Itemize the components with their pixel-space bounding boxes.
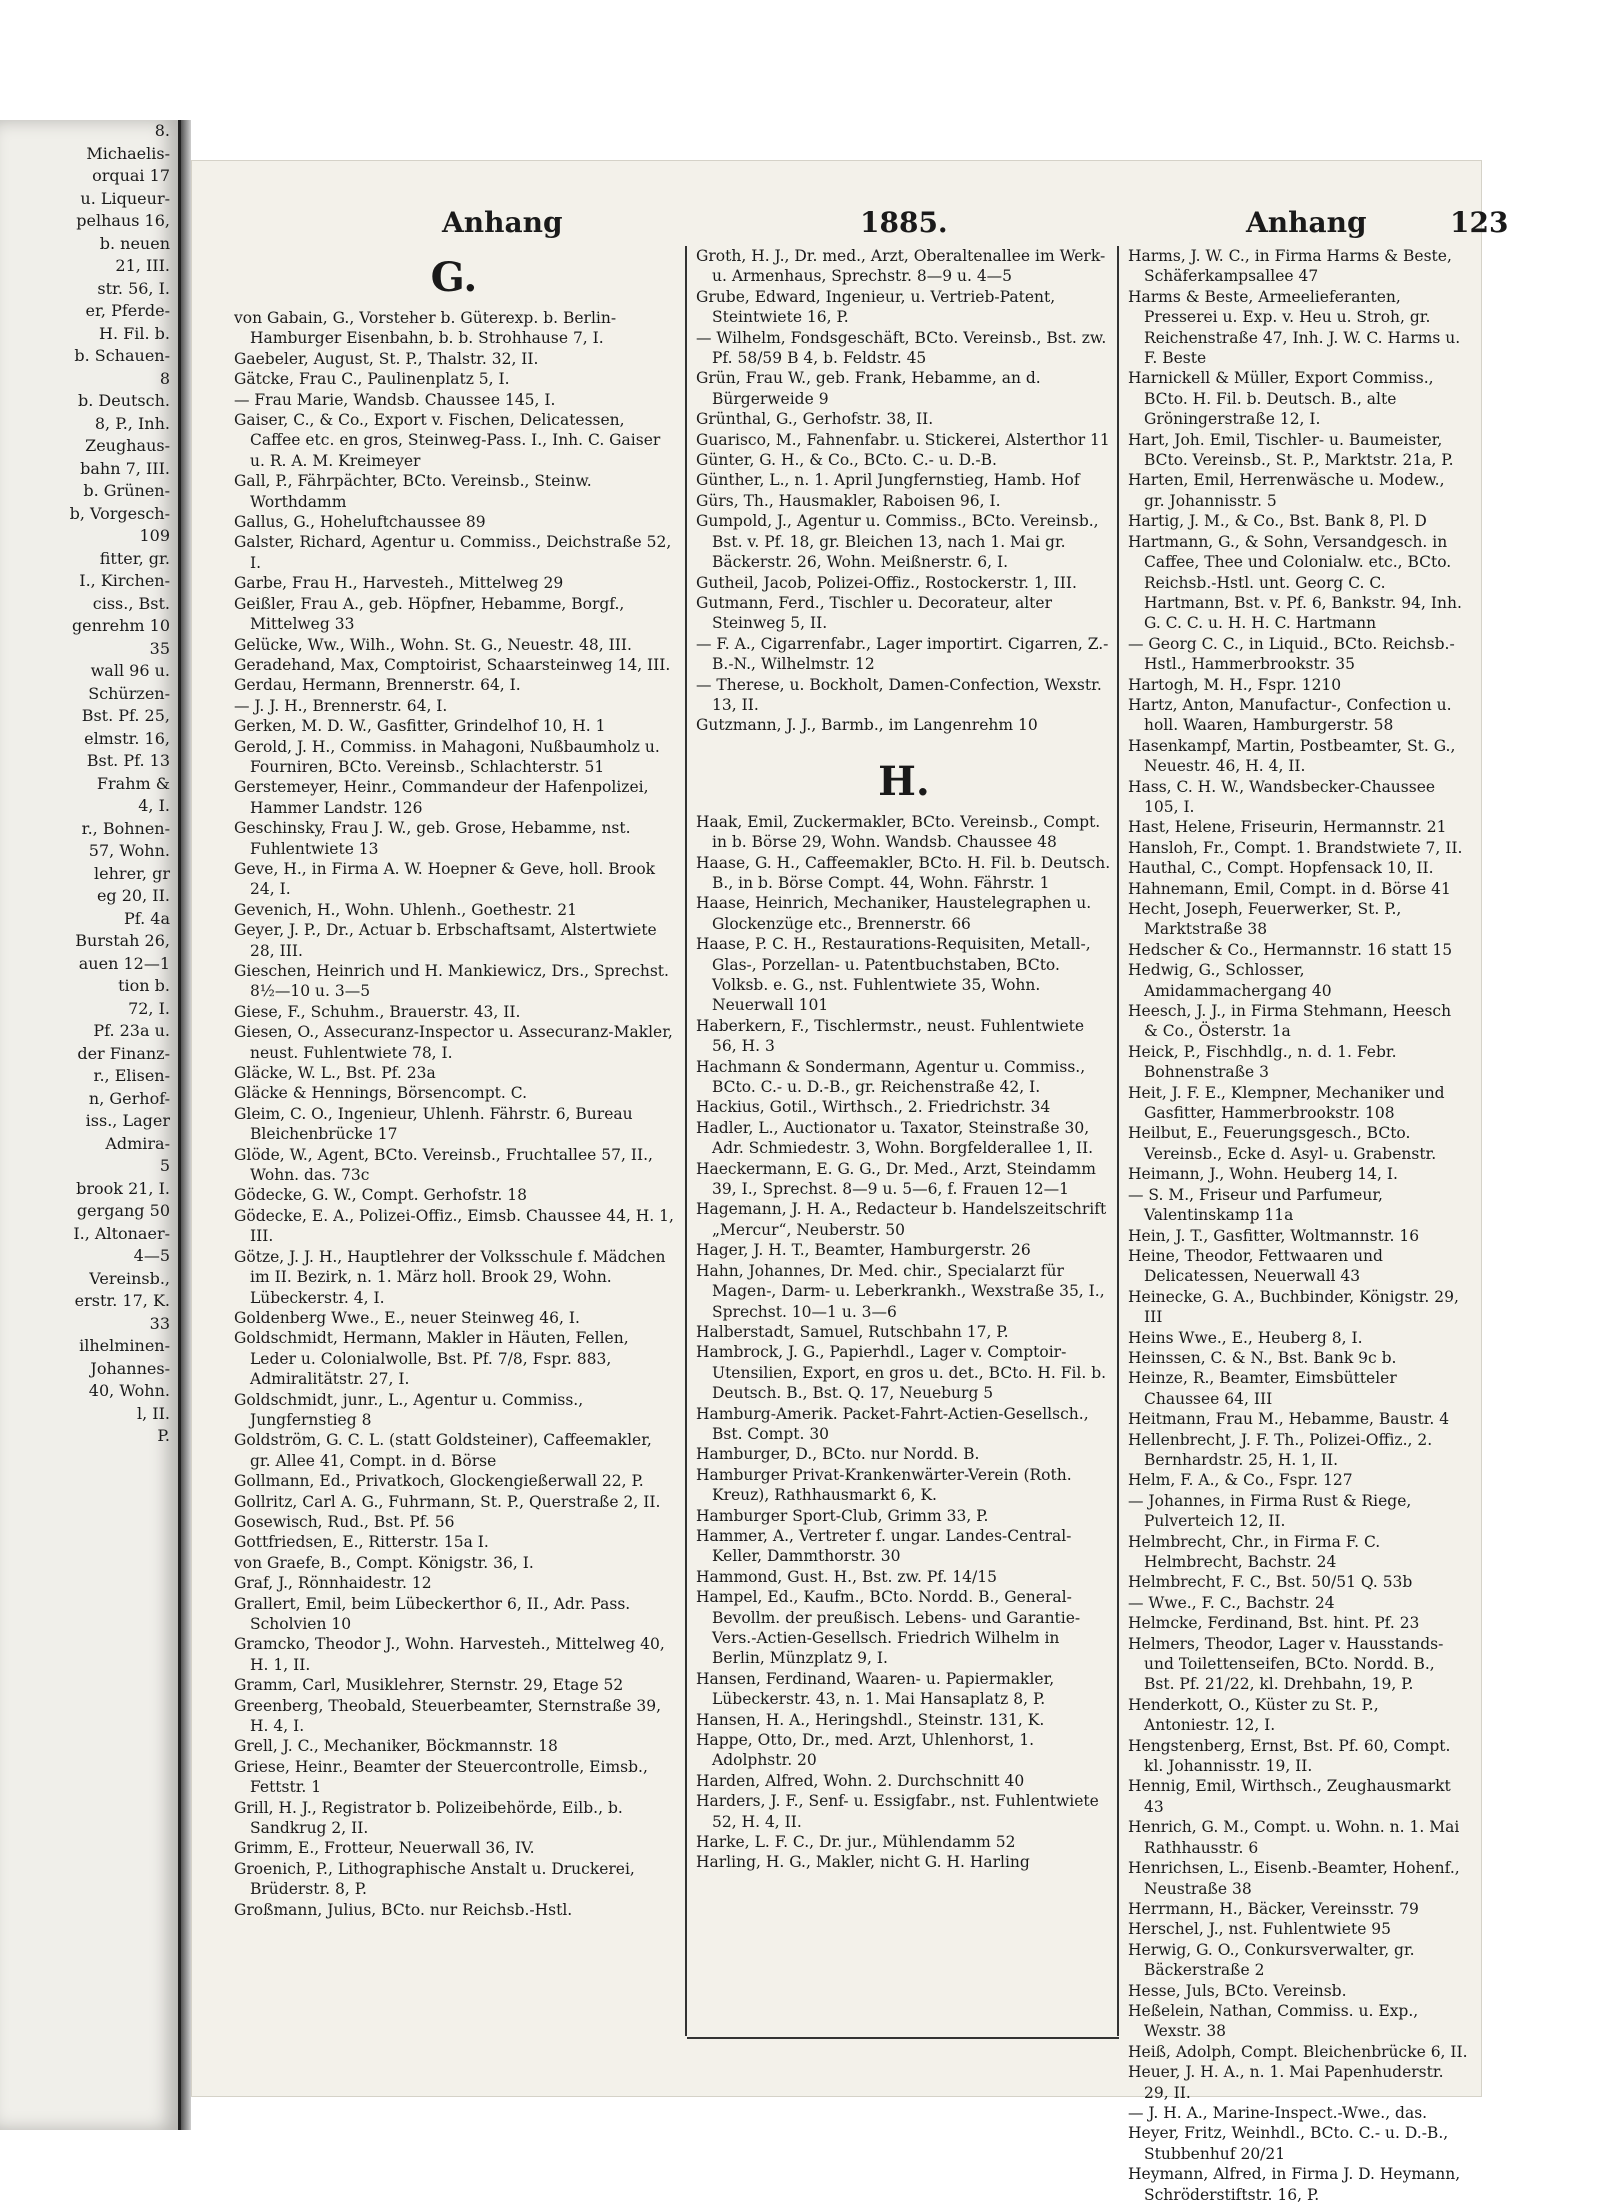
directory-entry: Heins Wwe., E., Heuberg 8, I. <box>1128 1328 1363 1347</box>
directory-entry: Hammond, Gust. H., Bst. zw. Pf. 14/15 <box>696 1567 997 1586</box>
directory-entry: Hartig, J. M., & Co., Bst. Bank 8, Pl. D <box>1128 512 1427 531</box>
directory-entry: Henderkott, O., Küster zu St. P., Antoniestr. 12, I. <box>1128 1695 1379 1735</box>
text-fragment: Pf. 4a <box>123 908 170 928</box>
directory-entry: von Graefe, B., Compt. Königstr. 36, I. <box>234 1553 534 1572</box>
directory-entry: Hamburger Privat-Krankenwärter-Verein (Roth. Kreuz), Rathhausmarkt 6, K. <box>696 1465 1072 1505</box>
directory-entry: Gutzmann, J. J., Barmb., im Langenrehm 10 <box>696 716 1038 735</box>
directory-entry: Henrich, G. M., Compt. u. Wohn. n. 1. Mai Rathhausstr. 6 <box>1128 1818 1460 1857</box>
column-divider <box>1117 246 1119 2036</box>
text-fragment: 8. <box>154 121 170 140</box>
directory-entry: Helmers, Theodor, Lager v. Hausstands- und Toilettenseifen, BCto. Nordd. B., Bst. Pf. 21/22, kl. Drehbahn, 19, P. <box>1128 1634 1444 1694</box>
header-year: 1885. <box>860 206 948 239</box>
directory-entry: Gätcke, Frau C., Paulinenplatz 5, I. <box>234 370 510 389</box>
directory-entry: Guarisco, M., Fahnenfabr. u. Stickerei, Alsterthor 11 <box>696 430 1110 449</box>
directory-entry: Gosewisch, Rud., Bst. Pf. 56 <box>234 1512 455 1531</box>
text-fragment: P. <box>157 1426 170 1445</box>
directory-entry: Grell, J. C., Mechaniker, Böckmannstr. 18 <box>234 1737 558 1756</box>
directory-entry: Helmbrecht, F. C., Bst. 50/51 Q. 53b <box>1128 1573 1413 1592</box>
directory-entry: Haase, G. H., Caffeemakler, BCto. H. Fil. b. Deutsch. B., in b. Börse Compt. 44, Wohn. Fährstr. 1 <box>696 853 1111 892</box>
directory-entry: — Georg C. C., in Liquid., BCto. Reichsb.-Hstl., Hammerbrookstr. 35 <box>1128 634 1455 674</box>
directory-entry: Helm, F. A., & Co., Fspr. 127 <box>1128 1471 1353 1490</box>
directory-entry: Griese, Heinr., Beamter der Steuercontrolle, Eimsb., Fettstr. 1 <box>234 1757 648 1797</box>
text-fragment: b, Vorgesch- <box>69 503 170 523</box>
directory-entry: Greenberg, Theobald, Steuerbeamter, Sternstraße 39, H. 4, I. <box>234 1696 662 1736</box>
text-fragment: 21, III. <box>115 256 170 275</box>
directory-entry: Harden, Alfred, Wohn. 2. Durchschnitt 40 <box>696 1771 1025 1790</box>
column-2 <box>696 246 1112 2036</box>
text-fragment: I., Kirchen- <box>79 571 170 590</box>
directory-entry: Hasenkampf, Martin, Postbeamter, St. G., Neuestr. 46, H. 4, II. <box>1128 736 1456 776</box>
directory-entry: Hart, Joh. Emil, Tischler- u. Baumeister, BCto. Vereinsb., St. P., Marktstr. 21a, P. <box>1128 430 1454 470</box>
directory-entry: Hackius, Gotil., Wirthsch., 2. Friedrichstr. 34 <box>696 1098 1051 1117</box>
text-fragment: Johannes- <box>90 1358 170 1378</box>
bottom-rule <box>687 2037 1119 2039</box>
directory-entry: Heuer, J. H. A., n. 1. Mai Papenhuderstr. 29, II. <box>1128 2063 1444 2102</box>
column-1 <box>234 246 674 2036</box>
directory-entry: Günter, G. H., & Co., BCto. C.- u. D.-B. <box>696 451 997 470</box>
text-fragment: ciss., Bst. <box>92 593 170 613</box>
book-gutter <box>181 120 191 2130</box>
text-fragment: b. Grünen- <box>83 481 170 500</box>
previous-page-fragment <box>0 120 181 2130</box>
directory-entry: Hartmann, G., & Sohn, Versandgesch. in Caffee, Thee und Colonialw. etc., BCto. Reichsb.-Hstl. unt. Georg C. C. Hartmann, Bst. v. Pf. 6, Bankstr. 94, Inh. G. C. C. u. H. H. C. Hartmann <box>1128 532 1462 633</box>
directory-entry: Goldschmidt, Hermann, Makler in Häuten, Fellen, Leder u. Colonialwolle, Bst. Pf. 7/8, Fspr. 883, Admiralitätstr. 27, I. <box>234 1329 629 1389</box>
directory-entry: Gall, P., Fährpächter, BCto. Vereinsb., Steinw. Worthdamm <box>234 472 592 511</box>
text-fragment: erstr. 17, K. <box>74 1291 170 1310</box>
directory-entry: Grill, H. J., Registrator b. Polizeibehörde, Eilb., b. Sandkrug 2, II. <box>234 1798 623 1838</box>
directory-entry: Herwig, G. O., Conkursverwalter, gr. Bäckerstraße 2 <box>1128 1940 1415 1980</box>
text-fragment: gergang 50 <box>76 1201 170 1220</box>
directory-entry: — Therese, u. Bockholt, Damen-Confection, Wexstr. 13, II. <box>696 675 1102 714</box>
directory-entry: — Wwe., F. C., Bachstr. 24 <box>1128 1593 1335 1612</box>
directory-entry: Garbe, Frau H., Harvesteh., Mittelweg 29 <box>234 574 564 593</box>
text-fragment: r., Elisen- <box>93 1066 170 1085</box>
directory-entry: — J. H. A., Marine-Inspect.-Wwe., das. <box>1128 2103 1428 2122</box>
directory-entry: Galster, Richard, Agentur u. Commiss., Deichstraße 52, I. <box>234 533 672 572</box>
text-fragment: Pf. 23a u. <box>93 1021 170 1040</box>
directory-entry: Heinecke, G. A., Buchbinder, Königstr. 29, III <box>1128 1287 1459 1327</box>
directory-entry: Hansen, H. A., Heringshdl., Steinstr. 131, K. <box>696 1710 1045 1729</box>
column-divider <box>685 246 687 2036</box>
directory-entry: Hengstenberg, Ernst, Bst. Pf. 60, Compt. kl. Johannisstr. 19, II. <box>1128 1736 1451 1776</box>
directory-entry: Gläcke, W. L., Bst. Pf. 23a <box>234 1064 436 1083</box>
directory-entry: Gerold, J. H., Commiss. in Mahagoni, Nußbaumholz u. Fourniren, BCto. Vereinsb., Schlachterstr. 51 <box>234 737 660 776</box>
header-right: Anhang <box>1246 206 1367 239</box>
directory-entry: Gerdau, Hermann, Brennerstr. 64, I. <box>234 676 521 695</box>
directory-entry: Harnickell & Müller, Export Commiss., BCto. H. Fil. b. Deutsch. B., alte Gröningerstraße 12, I. <box>1128 369 1434 429</box>
text-fragment: b. Deutsch. <box>77 391 170 410</box>
directory-entry: — F. A., Cigarrenfabr., Lager importirt. Cigarren, Z.-B.-N., Wilhelmstr. 12 <box>696 634 1109 674</box>
text-fragment: Admira- <box>105 1133 170 1153</box>
directory-entry: Großmann, Julius, BCto. nur Reichsb.-Hstl. <box>234 1900 573 1919</box>
text-fragment: er, Pferde- <box>85 301 170 320</box>
text-fragment: orquai 17 <box>92 166 170 185</box>
text-fragment: wall 96 u. <box>90 661 170 680</box>
directory-entry: — Wilhelm, Fondsgeschäft, BCto. Vereinsb., Bst. zw. Pf. 58/59 B 4, b. Feldstr. 45 <box>696 328 1107 368</box>
directory-entry: Harders, J. F., Senf- u. Essigfabr., nst. Fuhlentwiete 52, H. 4, II. <box>696 1792 1099 1831</box>
entry-list <box>234 308 674 1920</box>
directory-entry: Hein, J. T., Gasfitter, Woltmannstr. 16 <box>1128 1226 1420 1245</box>
directory-entry: — S. M., Friseur und Parfumeur, Valentinskamp 11a <box>1128 1185 1383 1225</box>
directory-entry: Gödecke, E. A., Polizei-Offiz., Eimsb. Chaussee 44, H. 1, III. <box>234 1206 674 1246</box>
text-fragment: 109 <box>139 526 170 545</box>
directory-entry: Gollmann, Ed., Privatkoch, Glockengießerwall 22, P. <box>234 1472 644 1491</box>
directory-entry: Heinssen, C. & N., Bst. Bank 9c b. <box>1128 1348 1397 1367</box>
directory-entry: von Gabain, G., Vorsteher b. Güterexp. b. Berlin-Hamburger Eisenbahn, b. b. Strohhause 7, I. <box>234 309 617 348</box>
directory-entry: Gramcko, Theodor J., Wohn. Harvesteh., Mittelweg 40, H. 1, II. <box>234 1635 665 1674</box>
entry-list <box>696 246 1112 736</box>
directory-entry: Hedwig, G., Schlosser, Amidammachergang 40 <box>1128 961 1332 1000</box>
directory-entry: Heinze, R., Beamter, Eimsbütteler Chaussee 64, III <box>1128 1369 1397 1408</box>
directory-page <box>191 160 1509 2204</box>
text-fragment: Frahm & <box>96 773 170 793</box>
text-fragment: 40, Wohn. <box>88 1381 170 1400</box>
text-fragment: 35 <box>149 638 170 658</box>
directory-entry: Harms, J. W. C., in Firma Harms & Beste, Schäferkampsallee 47 <box>1128 247 1452 286</box>
directory-entry: Heimann, J., Wohn. Heuberg 14, I. <box>1128 1165 1398 1184</box>
directory-entry: Günther, L., n. 1. April Jungfernstieg, Hamb. Hof <box>696 471 1080 490</box>
directory-entry: Hamburg-Amerik. Packet-Fahrt-Actien-Gesellsch., Bst. Compt. 30 <box>696 1404 1089 1443</box>
directory-entry: Harms & Beste, Armeelieferanten, Presserei u. Exp. v. Heu u. Stroh, gr. Reichenstraße 47, Inh. J. W. C. Harms u. F. Beste <box>1128 287 1461 368</box>
directory-entry: Hast, Helene, Friseurin, Hermannstr. 21 <box>1128 818 1447 837</box>
directory-entry: Groth, H. J., Dr. med., Arzt, Oberaltenallee im Werk- u. Armenhaus, Sprechstr. 8—9 u. 4—5 <box>696 247 1106 286</box>
directory-entry: Grünthal, G., Gerhofstr. 38, II. <box>696 410 934 429</box>
directory-entry: Hauthal, C., Compt. Hopfensack 10, II. <box>1128 859 1434 878</box>
text-fragment: 4—5 <box>133 1246 170 1265</box>
directory-entry: Grallert, Emil, beim Lübeckerthor 6, II., Adr. Pass. Scholvien 10 <box>234 1594 631 1633</box>
text-fragment: H. Fil. b. <box>99 323 170 343</box>
directory-entry: Gerstemeyer, Heinr., Commandeur der Hafenpolizei, Hammer Landstr. 126 <box>234 778 649 817</box>
directory-entry: Hamburger, D., BCto. nur Nordd. B. <box>696 1445 980 1464</box>
directory-entry: Hager, J. H. T., Beamter, Hamburgerstr. 26 <box>696 1241 1031 1260</box>
directory-entry: Heick, P., Fischhdlg., n. d. 1. Febr. Bohnenstraße 3 <box>1128 1042 1397 1082</box>
directory-entry: Halberstadt, Samuel, Rutschbahn 17, P. <box>696 1322 1009 1341</box>
directory-entry: Goldenberg Wwe., E., neuer Steinweg 46, I. <box>234 1308 580 1327</box>
directory-entry: Gollritz, Carl A. G., Fuhrmann, St. P., Querstraße 2, II. <box>234 1492 661 1511</box>
directory-entry: Gerken, M. D. W., Gasfitter, Grindelhof 10, H. 1 <box>234 717 606 736</box>
directory-entry: Hesse, Juls, BCto. Vereinsb. <box>1128 1981 1347 2000</box>
directory-entry: Henrichsen, L., Eisenb.-Beamter, Hohenf., Neustraße 38 <box>1128 1859 1460 1898</box>
text-fragment: Zeughaus- <box>85 436 170 455</box>
directory-entry: Gläcke & Hennings, Börsencompt. C. <box>234 1084 527 1103</box>
directory-entry: Heit, J. F. E., Klempner, Mechaniker und Gasfitter, Hammerbrookstr. 108 <box>1128 1083 1445 1123</box>
directory-entry: Gramm, Carl, Musiklehrer, Sternstr. 29, Etage 52 <box>234 1676 624 1695</box>
section-letter: H. <box>878 757 930 805</box>
directory-entry: Gutheil, Jacob, Polizei-Offiz., Rostockerstr. 1, III. <box>696 573 1077 592</box>
directory-entry: Gaiser, C., & Co., Export v. Fischen, Delicatessen, Caffee etc. en gros, Steinweg-Pass. I., Inh. C. Gaiser u. R. A. M. Kreimeyer <box>234 411 661 470</box>
directory-entry: Haak, Emil, Zuckermakler, BCto. Vereinsb., Compt. in b. Börse 29, Wohn. Wandsb. Chaussee 48 <box>696 812 1101 852</box>
text-fragment: r., Bohnen- <box>81 818 170 838</box>
directory-entry: Gottfriedsen, E., Ritterstr. 15a I. <box>234 1533 489 1552</box>
directory-entry: Giesen, O., Assecuranz-Inspector u. Assecuranz-Makler, neust. Fuhlentwiete 78, I. <box>234 1023 673 1062</box>
directory-entry: Hellenbrecht, J. F. Th., Polizei-Offiz., 2. Bernhardstr. 25, H. 1, II. <box>1128 1430 1433 1469</box>
directory-entry: Hagemann, J. H. A., Redacteur b. Handelszeitschrift „Mercur“, Neuberstr. 50 <box>696 1200 1107 1239</box>
directory-entry: Heesch, J. J., in Firma Stehmann, Heesch & Co., Österstr. 1a <box>1128 1002 1452 1041</box>
directory-entry: Helmcke, Ferdinand, Bst. hint. Pf. 23 <box>1128 1614 1420 1633</box>
text-fragment: fitter, gr. <box>99 548 170 568</box>
text-fragment: iss., Lager <box>85 1111 170 1130</box>
directory-entry: Gürs, Th., Hausmakler, Raboisen 96, I. <box>696 491 1001 510</box>
text-fragment: genrehm 10 <box>71 616 170 635</box>
directory-entry: Graf, J., Rönnhaidestr. 12 <box>234 1574 432 1593</box>
text-fragment: 8, P., Inh. <box>94 413 170 433</box>
page-header <box>192 206 1509 246</box>
page-number: 123 <box>1450 206 1509 239</box>
directory-entry: Geschinsky, Frau J. W., geb. Grose, Hebamme, nst. Fuhlentwiete 13 <box>234 819 631 858</box>
directory-entry: Goldschmidt, junr., L., Agentur u. Commiss., Jungfernstieg 8 <box>234 1390 584 1429</box>
entry-list <box>696 812 1112 1873</box>
directory-entry: Götze, J. J. H., Hauptlehrer der Volksschule f. Mädchen im II. Bezirk, n. 1. März holl. Brook 29, Wohn. Lübeckerstr. 4, I. <box>234 1247 666 1307</box>
directory-entry: Geißler, Frau A., geb. Höpfner, Hebamme, Borgf., Mittelweg 33 <box>234 594 625 634</box>
directory-entry: Heiß, Adolph, Compt. Bleichenbrücke 6, II. <box>1128 2042 1468 2061</box>
directory-entry: Gelücke, Ww., Wilh., Wohn. St. G., Neuestr. 48, III. <box>234 635 632 654</box>
text-fragment: 72, I. <box>128 998 170 1018</box>
directory-entry: Giese, F., Schuhm., Brauerstr. 43, II. <box>234 1002 521 1021</box>
directory-entry: Hedscher & Co., Hermannstr. 16 statt 15 <box>1128 940 1453 959</box>
directory-entry: Hass, C. H. W., Wandsbecker-Chaussee 105, I. <box>1128 777 1436 816</box>
directory-entry: Glöde, W., Agent, BCto. Vereinsb., Fruchtallee 57, II., Wohn. das. 73c <box>234 1145 653 1185</box>
directory-entry: Hansen, Ferdinand, Waaren- u. Papiermakler, Lübeckerstr. 43, n. 1. Mai Hansaplatz 8, P. <box>696 1669 1055 1709</box>
text-fragment: Michaelis- <box>86 143 170 163</box>
directory-entry: Grün, Frau W., geb. Frank, Hebamme, an d. Bürgerweide 9 <box>696 369 1041 408</box>
directory-entry: Groenich, P., Lithographische Anstalt u. Druckerei, Brüderstr. 8, P. <box>234 1859 635 1899</box>
directory-entry: Hampel, Ed., Kaufm., BCto. Nordd. B., General-Bevollm. der preußisch. Lebens- und Garantie-Vers.-Actien-Gesellsch. Friedrich Wilhelm in Berlin, Münzplatz 9, I. <box>696 1588 1081 1668</box>
text-fragment: Vereinsb., <box>89 1268 170 1288</box>
text-fragment: b. Schauen- <box>74 346 170 365</box>
directory-entry: Gieschen, Heinrich und H. Mankiewicz, Drs., Sprechst. 8½—10 u. 3—5 <box>234 962 669 1001</box>
section-letter: G. <box>430 254 478 301</box>
text-fragment: eg 20, II. <box>96 886 170 905</box>
directory-entry: Grube, Edward, Ingenieur, u. Vertrieb-Patent, Steintwiete 16, P. <box>696 287 1056 327</box>
text-fragment: b. neuen <box>99 233 170 253</box>
text-fragment: 4, I. <box>138 796 170 815</box>
directory-entry: Haeckermann, E. G. G., Dr. Med., Arzt, Steindamm 39, I., Sprechst. 8—9 u. 5—6, f. Frauen 12—1 <box>696 1159 1096 1199</box>
text-fragment: I., Altonaer- <box>73 1223 170 1243</box>
directory-entry: Hachmann & Sondermann, Agentur u. Commiss., BCto. C.- u. D.-B., gr. Reichenstraße 42, I. <box>696 1057 1086 1097</box>
directory-entry: Gaebeler, August, St. P., Thalstr. 32, II. <box>234 349 539 368</box>
directory-entry: Gutmann, Ferd., Tischler u. Decorateur, alter Steinweg 5, II. <box>696 593 1052 633</box>
directory-entry: Grimm, E., Frotteur, Neuerwall 36, IV. <box>234 1839 535 1858</box>
text-fragment: tion b. <box>118 976 170 995</box>
directory-entry: — Johannes, in Firma Rust & Riege, Pulverteich 12, II. <box>1128 1491 1412 1531</box>
directory-entry: — J. J. H., Brennerstr. 64, I. <box>234 696 448 715</box>
directory-entry: Haberkern, F., Tischlermstr., neust. Fuhlentwiete 56, H. 3 <box>696 1016 1085 1056</box>
directory-entry: Harling, H. G., Makler, nicht G. H. Harling <box>696 1853 1030 1872</box>
directory-entry: Heßelein, Nathan, Commiss. u. Exp., Wexstr. 38 <box>1128 2001 1419 2041</box>
text-fragment: 8 <box>159 368 170 388</box>
directory-entry: Hahn, Johannes, Dr. Med. chir., Specialarzt für Magen-, Darm- u. Leberkrankh., Wexstraße 35, I., Sprechst. 10—1 u. 3—6 <box>696 1261 1105 1321</box>
directory-entry: Hennig, Emil, Wirthsch., Zeughausmarkt 43 <box>1128 1777 1451 1816</box>
directory-entry: — Frau Marie, Wandsb. Chaussee 145, I. <box>234 390 556 409</box>
directory-entry: Goldström, G. C. L. (statt Goldsteiner), Caffeemakler, gr. Allee 41, Compt. in d. Börse <box>234 1431 652 1470</box>
directory-entry: Hansloh, Fr., Compt. 1. Brandstwiete 7, II. <box>1128 838 1463 857</box>
directory-entry: Gleim, C. O., Ingenieur, Uhlenh. Fährstr. 6, Bureau Bleichenbrücke 17 <box>234 1104 633 1144</box>
directory-entry: Hamburger Sport-Club, Grimm 33, P. <box>696 1506 989 1525</box>
directory-entry: Heitmann, Frau M., Hebamme, Baustr. 4 <box>1128 1410 1450 1429</box>
column-3 <box>1128 246 1468 2204</box>
directory-entry: Gallus, G., Hoheluftchaussee 89 <box>234 513 486 532</box>
directory-entry: Heine, Theodor, Fettwaaren und Delicatessen, Neuerwall 43 <box>1128 1246 1383 1286</box>
directory-entry: Haase, P. C. H., Restaurations-Requisiten, Metall-, Glas-, Porzellan- u. Patentbuchstaben, BCto. Volksb. e. G., nst. Fuhlentwiete 35, Wohn. Neuerwall 101 <box>696 935 1091 1015</box>
directory-entry: Hahnemann, Emil, Compt. in d. Börse 41 <box>1128 879 1451 898</box>
header-left: Anhang <box>442 206 563 239</box>
directory-entry: Hartogh, M. H., Fspr. 1210 <box>1128 675 1342 694</box>
text-fragment: u. Liqueur- <box>80 188 170 208</box>
text-fragment: 5 <box>159 1156 170 1175</box>
entry-list <box>1128 246 1468 2205</box>
directory-entry: Herrmann, H., Bäcker, Vereinsstr. 79 <box>1128 1899 1419 1918</box>
directory-entry: Happe, Otto, Dr., med. Arzt, Uhlenhorst, 1. Adolphstr. 20 <box>696 1731 1035 1770</box>
text-fragment: der Finanz- <box>77 1043 170 1063</box>
directory-entry: Gödecke, G. W., Compt. Gerhofstr. 18 <box>234 1186 527 1205</box>
text-fragment: n, Gerhof- <box>88 1088 170 1108</box>
directory-entry: Hadler, L., Auctionator u. Taxator, Steinstraße 30, Adr. Schmiedestr. 3, Wohn. Borgfelderallee 1, II. <box>696 1118 1094 1158</box>
directory-entry: Gumpold, J., Agentur u. Commiss., BCto. Vereinsb., Bst. v. Pf. 18, gr. Bleichen 13, nach 1. Mai gr. Bäckerstr. 26, Wohn. Meißnerstr. 6, I. <box>696 512 1099 572</box>
text-fragment: 33 <box>149 1313 170 1333</box>
directory-entry: Harke, L. F. C., Dr. jur., Mühlendamm 52 <box>696 1833 1016 1852</box>
directory-entry: Herschel, J., nst. Fuhlentwiete 95 <box>1128 1920 1392 1939</box>
text-fragment: Bst. Pf. 13 <box>86 751 170 770</box>
directory-entry: Geyer, J. P., Dr., Actuar b. Erbschaftsamt, Alstertwiete 28, III. <box>234 921 657 960</box>
text-fragment: bahn 7, III. <box>80 458 170 478</box>
directory-entry: Heyer, Fritz, Weinhdl., BCto. C.- u. D.-B., Stubbenhuf 20/21 <box>1128 2124 1449 2163</box>
text-fragment: Burstah 26, <box>75 931 170 950</box>
text-fragment: lehrer, gr <box>94 863 170 883</box>
directory-entry: Hartz, Anton, Manufactur-, Confection u. holl. Waaren, Hamburgerstr. 58 <box>1128 695 1452 735</box>
directory-entry: Hambrock, J. G., Papierhdl., Lager v. Comptoir-Utensilien, Export, en gros u. det., BCto. H. Fil. b. Deutsch. B., Bst. Q. 17, Neueburg 5 <box>696 1343 1107 1403</box>
text-fragment: elmstr. 16, <box>84 728 170 748</box>
text-fragment: 57, Wohn. <box>88 841 170 860</box>
directory-entry: Heymann, Alfred, in Firma J. D. Heymann, Schröderstiftstr. 16, P. <box>1128 2165 1461 2204</box>
directory-entry: Hecht, Joseph, Feuerwerker, St. P., Marktstraße 38 <box>1128 900 1402 939</box>
directory-entry: Hammer, A., Vertreter f. ungar. Landes-Central-Keller, Dammthorstr. 30 <box>696 1526 1072 1566</box>
text-fragment: ilhelminen- <box>79 1336 170 1355</box>
text-fragment: Schürzen- <box>88 683 170 703</box>
text-fragment: brook 21, I. <box>76 1178 170 1198</box>
directory-entry: Heilbut, E., Feuerungsgesch., BCto. Vereinsb., Ecke d. Asyl- u. Grabenstr. <box>1128 1124 1437 1163</box>
directory-entry: Haase, Heinrich, Mechaniker, Haustelegraphen u. Glockenzüge etc., Brennerstr. 66 <box>696 894 1092 933</box>
text-fragment: auen 12—1 <box>78 953 170 973</box>
directory-entry: Harten, Emil, Herrenwäsche u. Modew., gr. Johannisstr. 5 <box>1128 471 1445 510</box>
directory-entry: Gevenich, H., Wohn. Uhlenh., Goethestr. 21 <box>234 900 577 919</box>
text-fragment: str. 56, I. <box>97 278 170 298</box>
text-fragment: Bst. Pf. 25, <box>81 706 170 725</box>
text-fragment: pelhaus 16, <box>76 211 170 230</box>
text-fragment: l, II. <box>136 1403 170 1423</box>
directory-entry: Geve, H., in Firma A. W. Hoepner & Geve, holl. Brook 24, I. <box>234 859 656 899</box>
directory-entry: Helmbrecht, Chr., in Firma F. C. Helmbrecht, Bachstr. 24 <box>1128 1532 1381 1571</box>
directory-entry: Geradehand, Max, Comptoirist, Schaarsteinweg 14, III. <box>234 655 671 674</box>
